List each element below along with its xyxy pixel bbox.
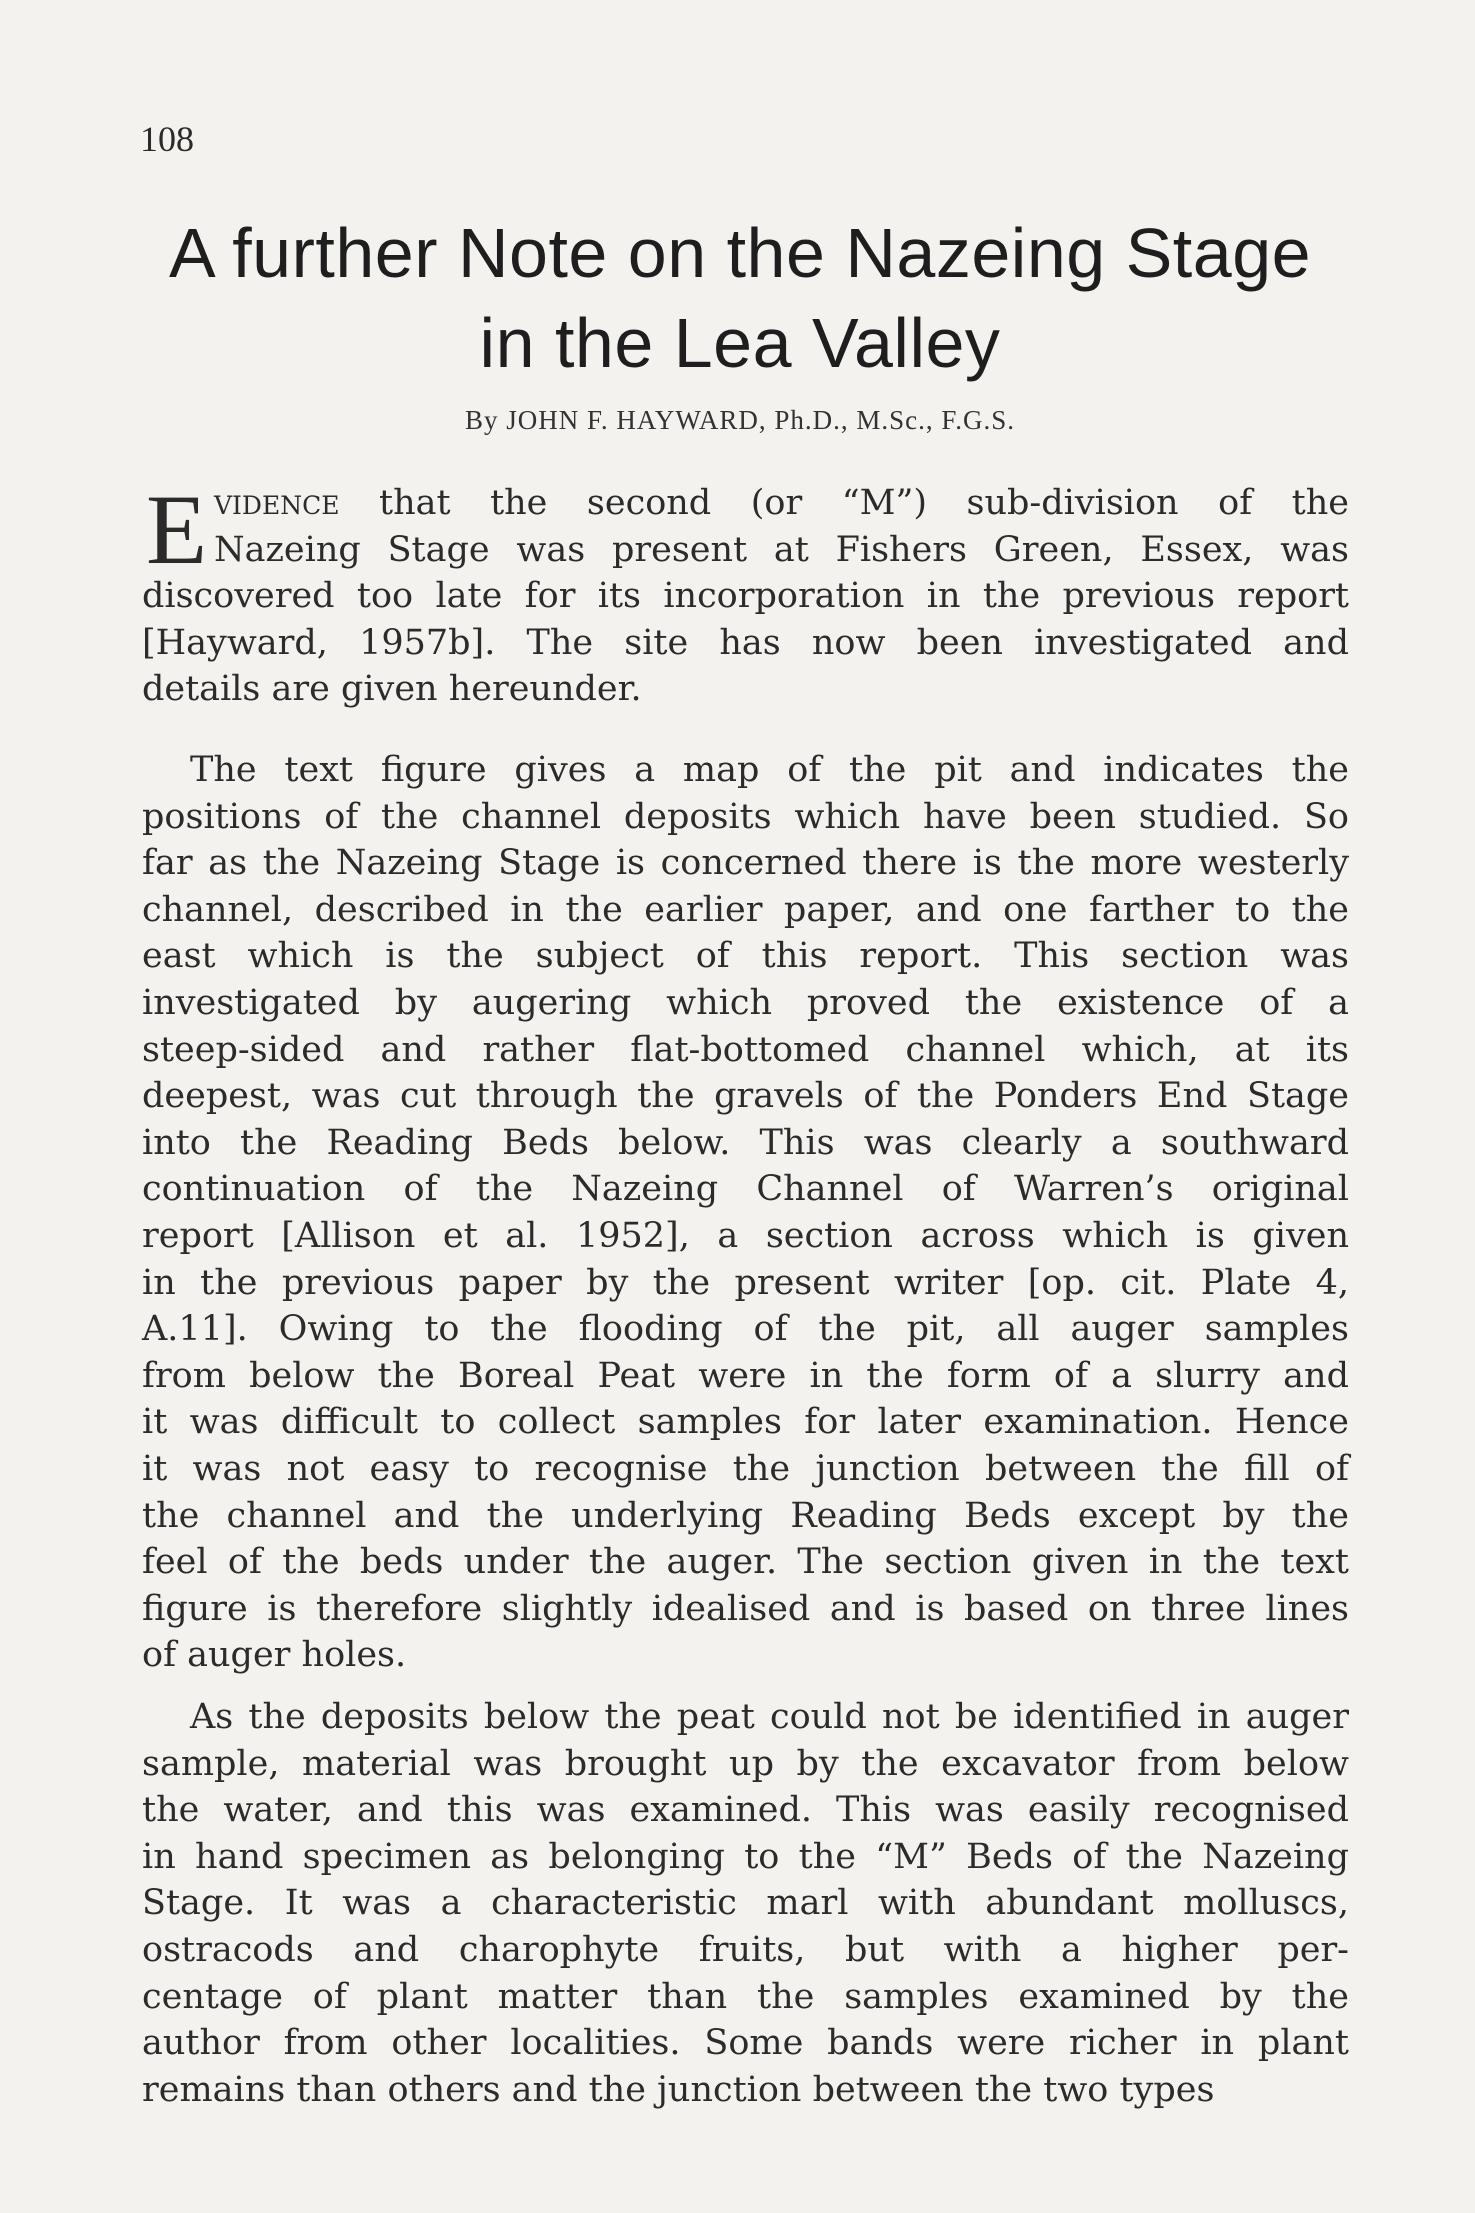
text-line: steep-sided and rather flat-bottomed channel which, at its — [142, 1029, 1349, 1070]
text-line: investigated by augering which proved the existence of a — [142, 983, 1349, 1023]
text-line: figure is therefore slightly idealised and is based on three lines — [142, 1588, 1349, 1629]
text-line: centage of plant matter than the samples examined by the — [142, 1976, 1349, 2017]
text-line: ostracods and charophyte fruits, but with a higher per- — [142, 1930, 1349, 1970]
drop-cap: E — [146, 474, 208, 585]
text-line: A.11]. Owing to the flooding of the pit, all auger samples — [142, 1309, 1349, 1350]
text-line: sample, material was brought up by the excavator from below — [142, 1743, 1349, 1784]
text-line: [Hayward, 1957b]. The site has now been investigated and — [142, 622, 1349, 663]
text-line: of auger holes. — [142, 1635, 407, 1676]
text-line: into the Reading Beds below. This was clearly a southward — [142, 1122, 1349, 1163]
text-line: deepest, was cut through the gravels of the Ponders End Stage — [142, 1076, 1349, 1117]
text-line: in the previous paper by the present writer [op. cit. Plate 4, — [142, 1262, 1349, 1303]
text-line: continuation of the Nazeing Channel of Warren’s original — [142, 1169, 1349, 1210]
text-line: report [Allison et al. 1952], a section across which is given — [142, 1216, 1349, 1256]
text-line: from below the Boreal Peat were in the form of a slurry and — [142, 1355, 1349, 1396]
text-line: channel, described in the earlier paper, and one farther to the — [142, 889, 1349, 930]
text-line: it was not easy to recognise the junction between the fill of — [142, 1449, 1349, 1489]
text-line: the channel and the underlying Reading Beds except by the — [142, 1495, 1349, 1536]
author-byline: By JOHN F. HAYWARD, Ph.D., M.Sc., F.G.S. — [464, 405, 1016, 435]
text-line: far as the Nazeing Stage is concerned there is the more westerly — [142, 843, 1349, 884]
article-title-line-1: A further Note on the Nazeing Stage — [168, 214, 1312, 292]
text-line: east which is the subject of this report. This section was — [142, 936, 1349, 977]
text-line: discovered too late for its incorporation in the previous report — [142, 576, 1349, 617]
text-line: positions of the channel deposits which have been studied. So — [142, 796, 1349, 837]
small-caps-word: vidence — [214, 483, 340, 523]
text-line: in hand specimen as belonging to the “M” Beds of the Nazeing — [142, 1836, 1349, 1877]
text-line: the water, and this was examined. This was easily recognised — [142, 1790, 1349, 1831]
text-line: vidence that the second (or “M”) sub-division of the — [214, 483, 1349, 523]
page-number: 108 — [140, 119, 194, 159]
text-line: Stage. It was a characteristic marl with abundant molluscs, — [142, 1883, 1349, 1924]
text-line: author from other localities. Some bands were richer in plant — [142, 2023, 1349, 2064]
text-line: The text figure gives a map of the pit and indicates the — [190, 750, 1349, 790]
text-line: it was difficult to collect samples for later examination. Hence — [142, 1402, 1349, 1443]
text-line: remains than others and the junction between the two types — [142, 2069, 1215, 2110]
text-line: As the deposits below the peat could not be identified in auger — [190, 1697, 1349, 1737]
text-line: details are given hereunder. — [142, 669, 642, 710]
article-title-line-2: in the Lea Valley — [479, 304, 1001, 382]
text-line: feel of the beds under the auger. The section given in the text — [142, 1542, 1349, 1583]
text-line: Nazeing Stage was present at Fishers Green, Essex, was — [214, 529, 1349, 570]
